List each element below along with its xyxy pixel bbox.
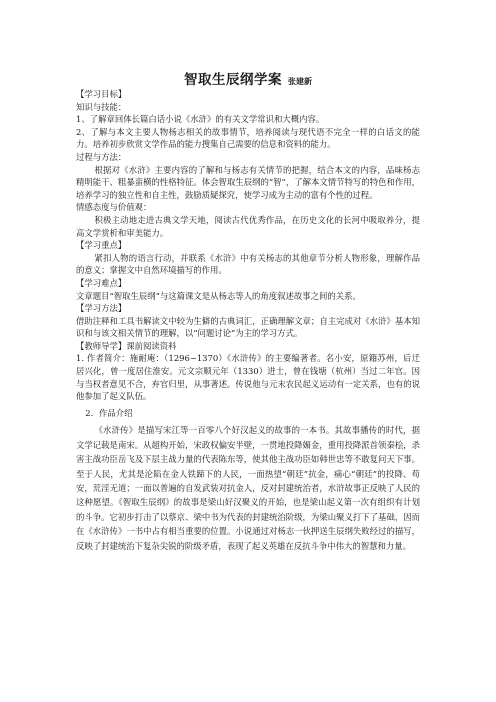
work-heading: 2．作品介绍 (85, 407, 133, 418)
document-title: 智取生辰纲学案 (184, 72, 282, 88)
attitude-label: 情感态度与价值观： (76, 202, 152, 213)
knowledge-item-1: 1、了解章回体长篇白话小说《水浒》的有关文学常识和大概内容。 (76, 114, 325, 125)
author-name: 张建新 (288, 76, 312, 86)
author-intro: 1. 作者简介：施耐庵：（1296~1370）《水浒传》的主要编著者。名小安，原籍苏州，后迁居兴化，曾一度居住淮安。元文宗顺元年（1330）进士，曾在钱塘（杭州）当过二年官。因与当权者意见不合，弃官归里，从事著述。传说他与元末农民起义运动有一定关系，也有的说他参加了起义队伍。 (76, 353, 420, 402)
title-row (0, 68, 496, 88)
method-text: 借助注释和工具书解读文中较为生僻的古典词汇，正确理解文章；自主完成对《水浒》基本知识和与该文相关情节的理解，以“问题讨论”为主的学习方式。 (76, 315, 420, 339)
key-text: 紧扣人物的语言行动，并联系《水浒》中有关杨志的其他章节分析人物形象，理解作品的意义；掌握文中自然环境描写的作用。 (76, 252, 420, 276)
goals-heading: 【学习目标】 (76, 89, 127, 99)
knowledge-label: 知识与技能： (76, 101, 127, 112)
key-heading: 【学习重点】 (76, 240, 127, 251)
difficulty-text: 文章题目“智取生辰纲”与这篇课文是从杨志等人的角度叙述故事之间的关系。 (76, 290, 361, 301)
guide-heading: 【教师导学】课前阅读资料 (76, 340, 177, 351)
work-intro-text: 《水浒传》是描写宋江等一百零八个好汉起义的故事的一本书。其故事播传的时代，据文学记载是南宋。从超构开始，宋政权偏安半壁，一贯地投降媚金，重用投降派首领秦桧，杀害主战功臣岳飞及下层主战力量的代表陈东等，使其他主战功臣如韩世忠等不敢复问天下事。至于人民，尤其是沦陷在金人铁蹄下的人民，一面热望“朝廷”抗金，痛心“朝廷”的投降、苟安，荒淫无道；一面以普遍的自发武装对抗金人，反对封建统治者，水浒故事正反映了人民的这种愿望。《智取生辰纲》的故事是梁山好汉聚义的开始，也是梁山起义第一次有组织有计划的斗争。它初步打击了以蔡京、梁中书为代表的封建统治阶级，为梁山聚义打下了基础，因而在《水浒传》一书中占有相当重要的位置。小说通过对杨志一伙押送生辰纲失败经过的描写，反映了封建统治下复杂尖锐的阶级矛盾，表现了起义英雄在反抗斗争中伟大的智慧和力量。 (76, 425, 420, 551)
knowledge-item-2: 2、了解与本文主要人物杨志相关的故事情节，培养阅读与现代语不完全一样的白话文的能力。培养初步欣赏文学作品的能力搜集自己需要的信息和资料的能力。 (76, 126, 420, 150)
difficulty-heading: 【学习难点】 (76, 277, 127, 288)
method-heading: 【学习方法】 (76, 303, 127, 314)
attitude-text: 积极主动地走进古典文学天地，阅读古代优秀作品，在历史文化的长河中吸取养分，提高文学赏析和审美能力。 (76, 214, 420, 238)
document-body (76, 88, 420, 553)
process-label: 过程与方法： (76, 151, 127, 162)
process-text: 根据对《水浒》主要内容的了解和与杨志有关情节的把握，结合本文的内容，品味杨志精明能干、粗暴蛮横的性格特征。体会智取生辰纲的“智”，了解本文情节特写的特色和作用，培养学习的独立性和自主性，鼓励质疑探究，使学习成为主动的富有个性的过程。 (76, 164, 420, 200)
